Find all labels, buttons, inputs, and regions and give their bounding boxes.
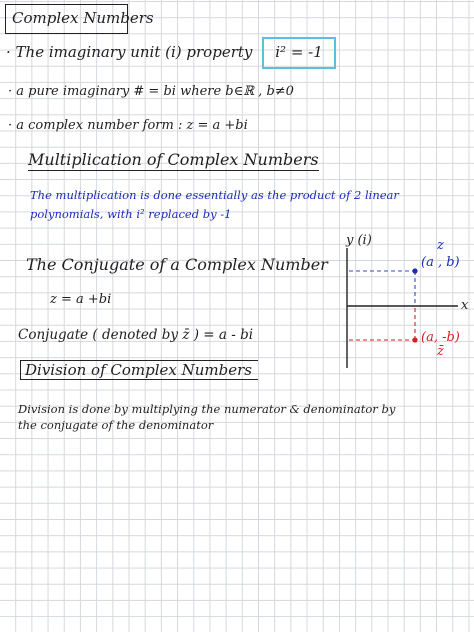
- conjugate-heading: The Conjugate of a Complex Number: [26, 255, 328, 274]
- division-heading: Division of Complex Numbers: [20, 360, 258, 380]
- y-axis-label: y (i): [346, 233, 372, 248]
- imaginary-formula-box: i² = -1: [262, 37, 336, 69]
- conjugate-definition: Conjugate ( denoted by z̄ ) = a - bi: [18, 327, 254, 343]
- page-title: Complex Numbers: [5, 4, 128, 34]
- multiplication-heading: Multiplication of Complex Numbers: [28, 150, 319, 169]
- z-point-label: (a , b): [421, 255, 460, 270]
- zbar-point-label: (a, -b): [421, 330, 460, 345]
- multiplication-text-2: polynomials, with i² replaced by -1: [30, 207, 232, 221]
- division-text-1: Division is done by multiplying the numerator & denominator by: [18, 402, 396, 416]
- division-text-2: the conjugate of the denominator: [18, 418, 214, 432]
- multiplication-text-1: The multiplication is done essentially as the product of 2 linear: [30, 188, 399, 202]
- zbar-label: z̄: [437, 344, 444, 359]
- conjugate-z-equation: z = a +bi: [50, 292, 112, 307]
- zbar-point-marker: [412, 337, 417, 342]
- complex-form-line: · a complex number form : z = a +bi: [8, 118, 248, 133]
- imaginary-unit-line: · The imaginary unit (i) property: [6, 43, 253, 61]
- z-label: z: [437, 238, 444, 253]
- pure-imaginary-line: · a pure imaginary # = bi where b∈ℝ , b≠0: [8, 84, 294, 99]
- z-point-marker: [412, 268, 417, 273]
- x-axis-label: x: [461, 298, 469, 313]
